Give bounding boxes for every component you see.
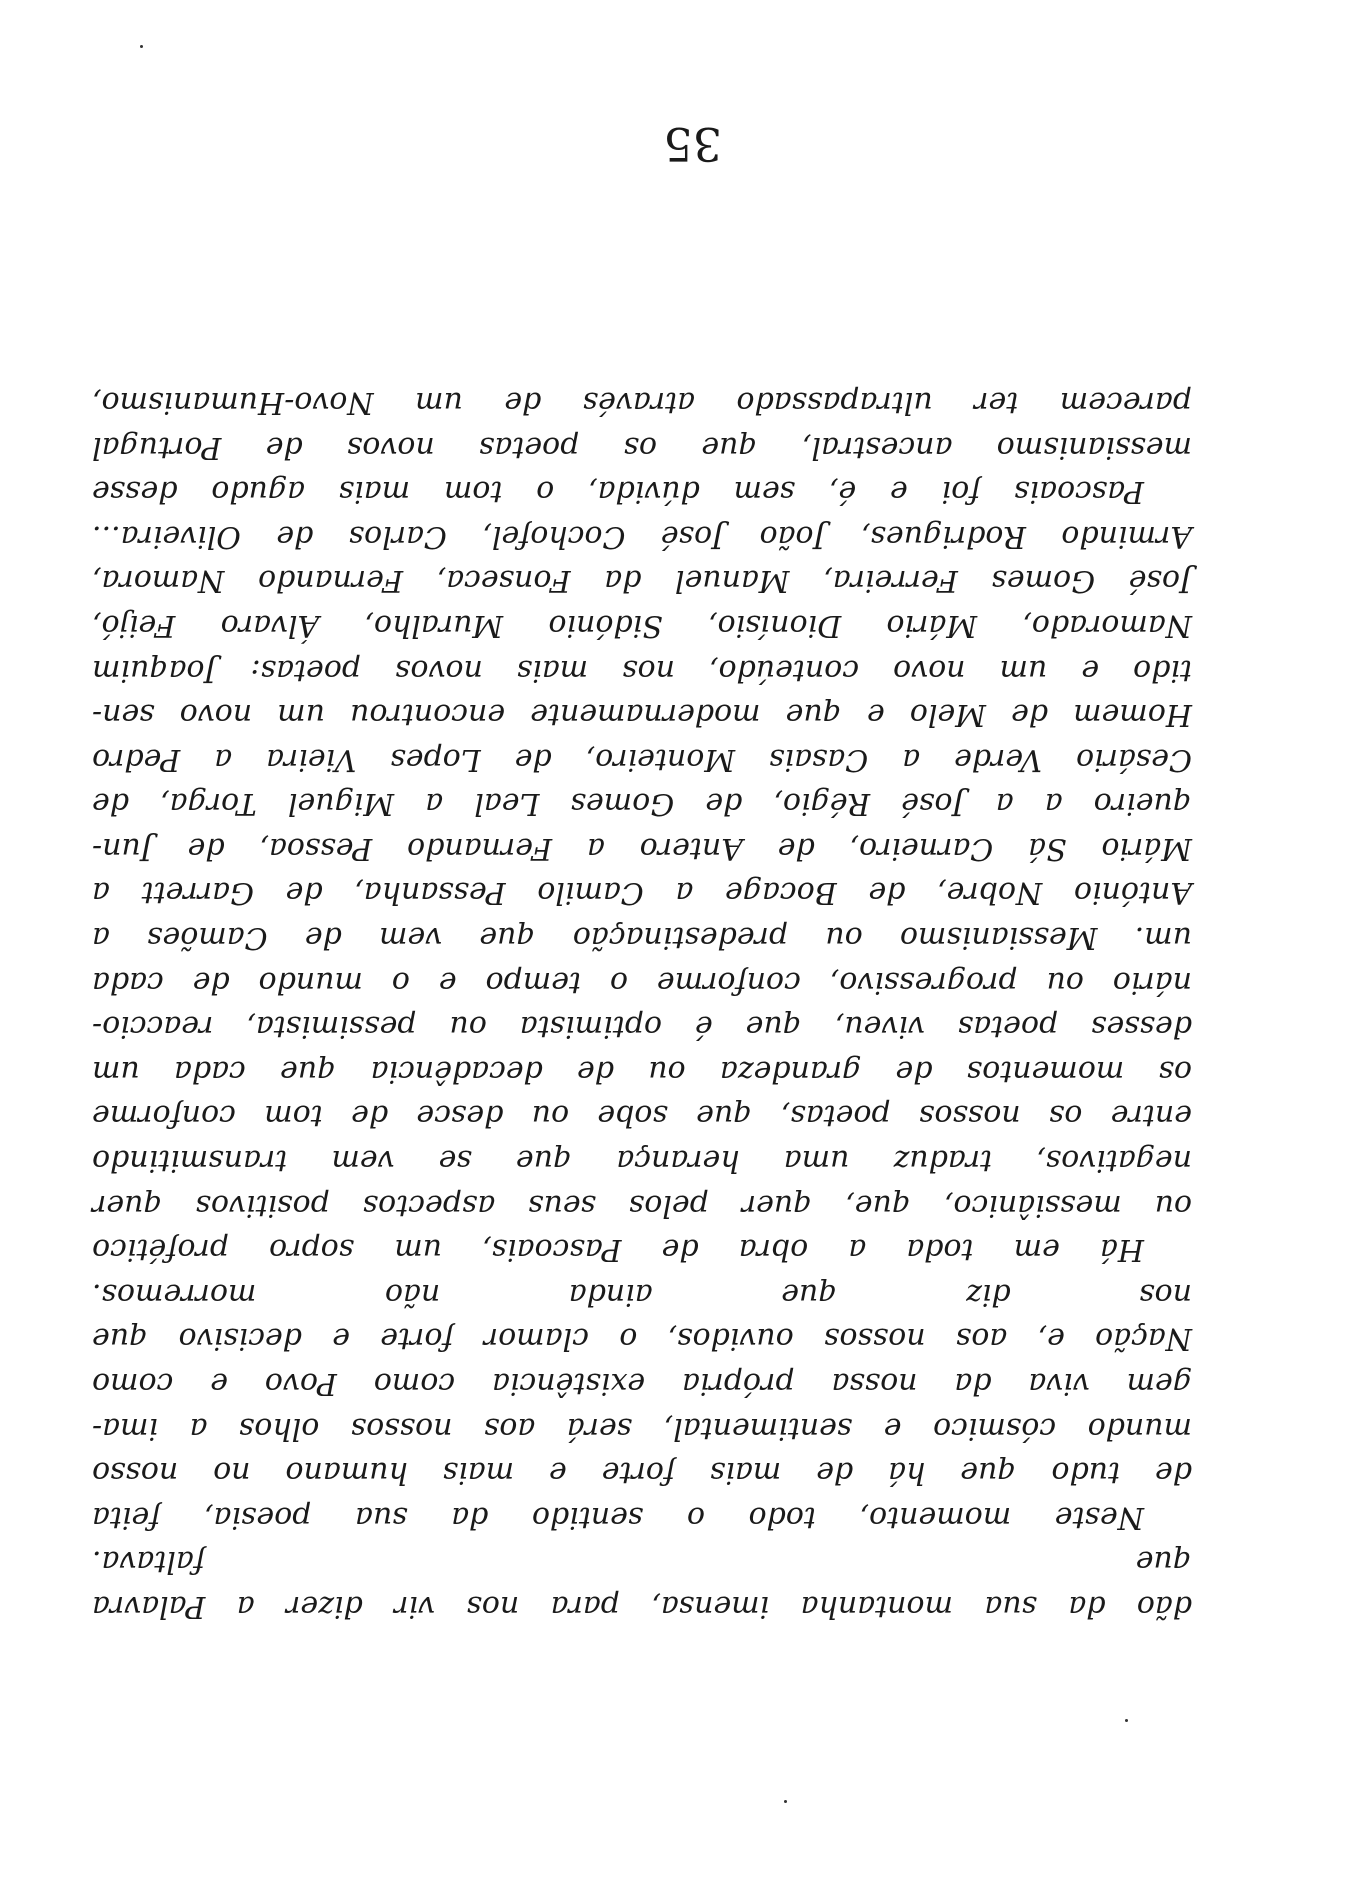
text-line: Nação e, aos nossos ouvidos, o clamor forte e decisivo que: [92, 1321, 1192, 1357]
text-line: os momentos de grandeza ou de decadência que cada um: [92, 1053, 1192, 1089]
page-number: 35: [663, 117, 722, 171]
body-text: [92, 379, 1192, 1628]
text-line: Homem de Melo e que modernamente encontrou um novo sen-: [92, 697, 1192, 733]
text-line: Armindo Rodrigues, João José Cochofel, Carlos de Oliveira...: [92, 518, 1192, 554]
text-line: queiro a a José Régio, de Gomes Leal a Miguel Torga, de: [92, 786, 1192, 822]
text-line: negativos, traduz uma herança que se vem transmitindo: [92, 1143, 1192, 1179]
text-line: que faltava.: [92, 1544, 1192, 1580]
text-line: nos diz que ainda não morremos.: [92, 1276, 1192, 1312]
text-line: António Nobre, de Bocage a Camilo Pessanha, de Garrett a: [92, 875, 1192, 911]
text-line: ou messiânico, que, quer pelos seus aspectos positivos quer: [92, 1187, 1192, 1223]
text-line: tido e um novo conteúdo, nos mais novos poetas: Joaquim: [92, 652, 1192, 688]
text-line: messianismo ancestral, que os poetas novos de Portugal: [92, 429, 1192, 465]
text-line: José Gomes Ferreira, Manuel da Fonseca, Fernando Namora,: [92, 563, 1192, 599]
text-line: Há em toda a obra de Pascoais, um sopro profético: [92, 1232, 1144, 1268]
text-line: Neste momento, todo o sentido da sua poesia, feita: [92, 1499, 1144, 1535]
text-line: dão da sua montanha imensa, para nos vir dizer a Palavra: [92, 1589, 1192, 1624]
text-line: mundo cósmico e sentimental, será aos nossos olhos a ima-: [92, 1410, 1192, 1446]
text-line: de tudo que há de mais forte e mais humano no nosso: [92, 1455, 1192, 1491]
text-line: nário ou progressivo, conforme o tempo e o mundo de cada: [92, 964, 1192, 1000]
text-line: um. Messianismo ou predestinação que vem de Camões a: [92, 920, 1192, 956]
text-line: entre os nossos poetas, que sobe ou desce de tom conforme: [92, 1098, 1192, 1134]
text-line: gem viva da nossa própria existência como Povo e como: [92, 1366, 1192, 1402]
text-line: Mário Sá Carneiro, de Antero a Fernando Pessoa, de Jun-: [92, 830, 1192, 866]
scan-speck: [140, 45, 143, 48]
text-line: parecem ter ultrapassado através de um Novo-Humanismo,: [92, 384, 1192, 420]
text-line: desses poetas viveu, que é optimista ou pessimista, reaccio-: [92, 1009, 1192, 1045]
text-line: Pascoais foi e é, sem dúvida, o tom mais agudo desse: [92, 474, 1144, 510]
text-line: Cesário Verde a Casais Monteiro, de Lopes Vieira a Pedro: [92, 741, 1192, 777]
scan-speck: [1125, 1719, 1128, 1722]
text-line: Namorado, Mário Dionísio, Sidónio Muralho, Álvaro Feijó,: [92, 607, 1192, 643]
scan-speck: [784, 1800, 787, 1803]
